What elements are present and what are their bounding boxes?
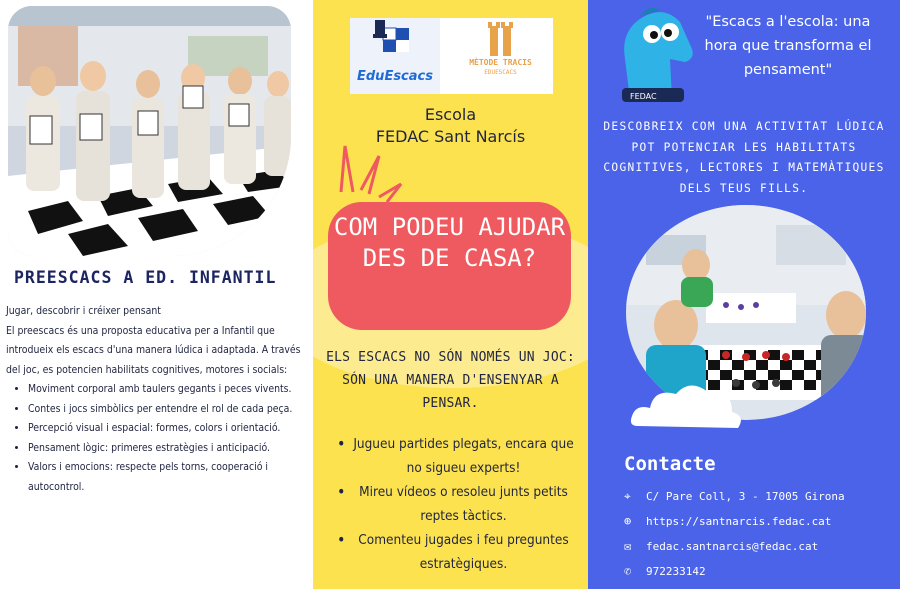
tracis-logo-sub: EDUESCACS	[484, 69, 517, 76]
headline: COM PODEU AJUDAR DES DE CASA?	[333, 213, 566, 272]
school-line-1: Escola	[424, 105, 477, 124]
globe-icon: ⊕	[624, 514, 632, 528]
tips-list	[313, 432, 588, 576]
phone-icon: ✆	[624, 564, 632, 578]
list-item: • Percepció visual i espacial: formes, colors i orientació.	[28, 419, 310, 439]
mascot-label: FEDAC	[630, 92, 657, 101]
quote: "Escacs a l'escola: una hora que transforma el pensament"	[704, 14, 872, 78]
preescacs-text	[6, 302, 310, 497]
middle-panel	[313, 0, 588, 589]
knight-mascot-icon	[610, 4, 700, 108]
rook-icon	[350, 18, 440, 68]
location-icon: ⌖	[624, 489, 631, 503]
left-panel	[0, 0, 313, 589]
accent-lines-icon	[335, 142, 405, 202]
preescacs-bullets	[6, 380, 310, 497]
preescacs-title: PREESCACS A ED. INFANTIL	[14, 268, 277, 287]
list-item: • Moviment corporal amb taulers gegants i peces vivents.	[28, 380, 310, 400]
contact-address: ⌖ C/ Pare Coll, 3 - 17005 Girona	[624, 489, 845, 503]
list-item: • Mireu vídeos o resoleu junts petits reptes tàctics.	[337, 482, 568, 524]
tower-icon	[448, 18, 553, 58]
logos	[350, 18, 553, 94]
lead-text: ELS ESCACS NO SÓN NOMÉS UN JOC: SÓN UNA MANERA D'ENSENYAR A PENSAR.	[326, 350, 575, 411]
list-item: • Jugueu partides plegats, encara que no sigueu experts!	[337, 434, 574, 476]
contact-phone[interactable]: ✆ 972233142	[624, 564, 706, 578]
right-panel	[588, 0, 900, 589]
discover-text: DESCOBREIX COM UNA ACTIVITAT LÚDICA POT POTENCIAR LES HABILITATS COGNITIVES, LECTORES I MATEMÀTIQUES DELS TEUS FILLS.	[603, 120, 885, 195]
tracis-logo-title: MÈTODE TRACIS	[469, 58, 532, 67]
eduescacs-logo-text: EduEscacs	[357, 69, 433, 84]
contact-email[interactable]: ✉ fedac.santnarcis@fedac.cat	[624, 539, 819, 553]
list-item: • Valors i emocions: respecte pels torns, cooperació i autocontrol.	[28, 458, 310, 497]
preescacs-intro: Jugar, descobrir i créixer pensant	[6, 305, 161, 317]
list-item: • Pensament lògic: primeres estratègies i anticipació.	[28, 439, 310, 459]
list-item: • Contes i jocs simbòlics per entendre el rol de cada peça.	[28, 400, 310, 420]
contact-web[interactable]: ⊕ https://santnarcis.fedac.cat	[624, 514, 832, 528]
cloud-shape	[628, 376, 748, 436]
tracis-logo	[448, 18, 553, 94]
eduescacs-logo	[350, 18, 440, 94]
mail-icon: ✉	[624, 539, 632, 553]
kids-chess-photo	[8, 6, 291, 256]
school-line-2: FEDAC Sant Narcís	[375, 127, 526, 146]
list-item: • Comenteu jugades i feu preguntes estratègiques.	[337, 530, 569, 572]
preescacs-description: El preescacs és una proposta educativa per a Infantil que introdueix els escacs d'una manera lúdica i adaptada. A través del joc, es potencien habilitats cognitives, motores i socials:	[6, 324, 301, 376]
contact-title: Contacte	[624, 453, 716, 475]
